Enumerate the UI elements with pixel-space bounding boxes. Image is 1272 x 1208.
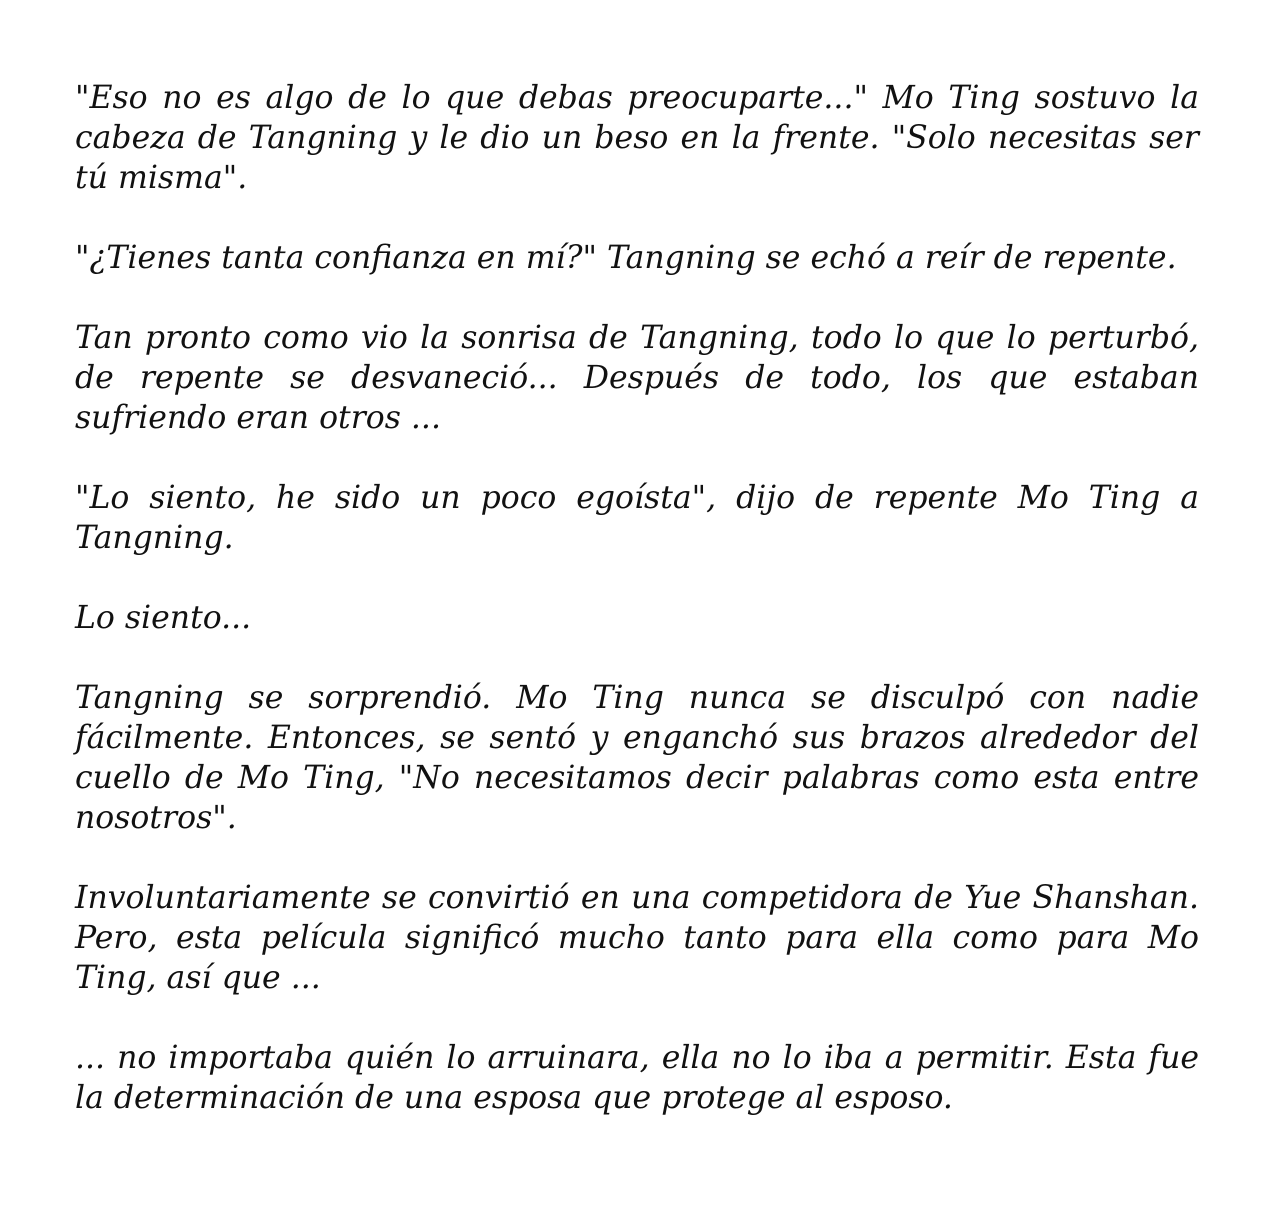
paragraph-6: Tangning se sorprendió. Mo Ting nunca se disculpó con nadie fácilmente. Entonces, se sentó y enganchó sus brazos alrededor del cuello de Mo Ting, "No necesitamos decir palabras como esta entre nosotros".: [75, 680, 1199, 836]
paragraph-8: ... no importaba quién lo arruinara, ella no lo iba a permitir. Esta fue la determinación de una esposa que protege al esposo.: [75, 1040, 1199, 1116]
paragraph-4: "Lo siento, he sido un poco egoísta", dijo de repente Mo Ting a Tangning.: [75, 480, 1199, 556]
paragraph-1: "Eso no es algo de lo que debas preocuparte..." Mo Ting sostuvo la cabeza de Tangning y le dio un beso en la frente. "Solo necesitas ser tú misma".: [75, 80, 1199, 196]
paragraph-2: "¿Tienes tanta confianza en mí?" Tangning se echó a reír de repente.: [75, 240, 1177, 276]
paragraph-7: Involuntariamente se convirtió en una competidora de Yue Shanshan. Pero, esta película significó mucho tanto para ella como para Mo Ting, así que ...: [75, 880, 1199, 996]
document-page: [75, 78, 1199, 1118]
paragraph-5: Lo siento...: [75, 600, 252, 636]
paragraph-3: Tan pronto como vio la sonrisa de Tangning, todo lo que lo perturbó, de repente se desvaneció... Después de todo, los que estaban sufriendo eran otros ...: [75, 320, 1199, 436]
